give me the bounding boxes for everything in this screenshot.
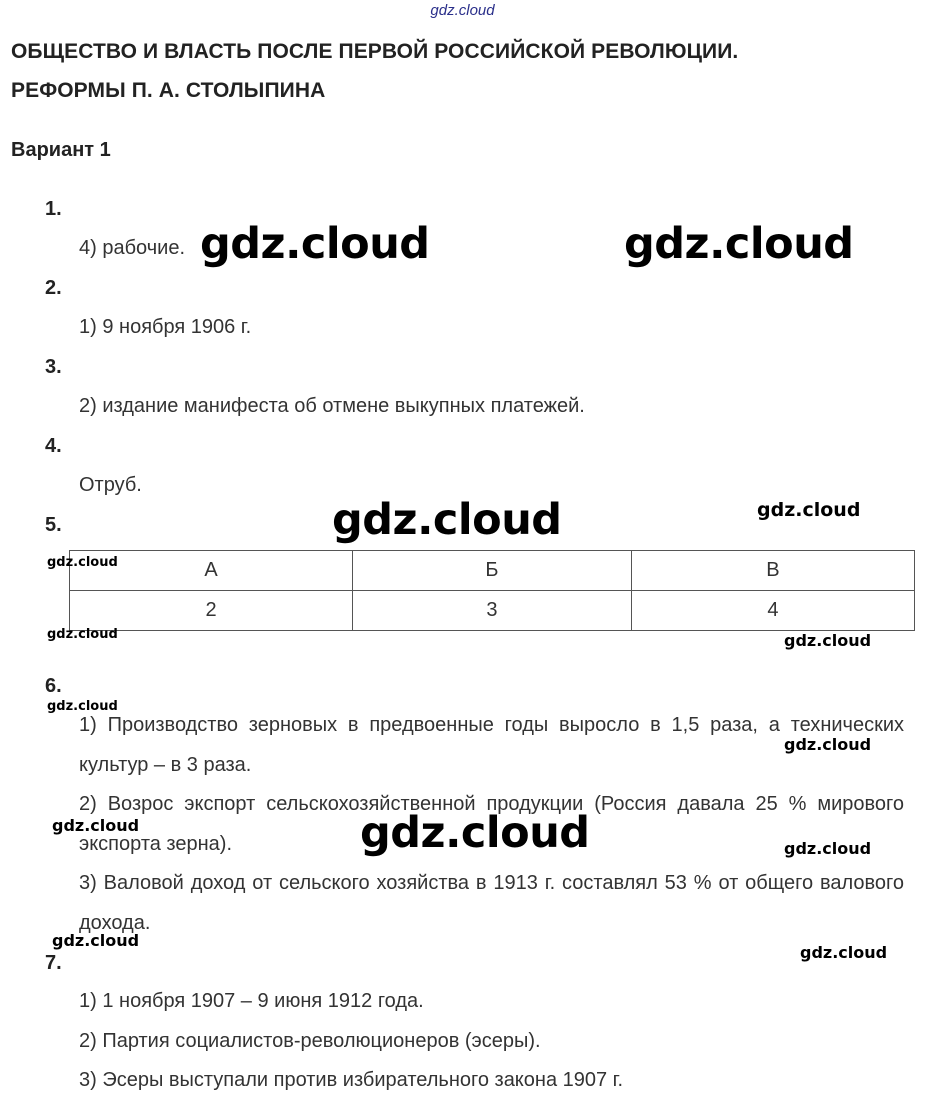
answer-6-item-2: 2) Возрос экспорт сельскохозяйственной продукции (Россия давала 25 % мирового экспорта зерна).	[79, 793, 904, 855]
answer-7-item-2: 2) Партия социалистов-революционеров (эсеры).	[79, 1030, 541, 1052]
question-number-7: 7.	[45, 952, 62, 974]
answer-7-item-1: 1) 1 ноября 1907 – 9 июня 1912 года.	[79, 990, 424, 1012]
table-header-cell: Б	[353, 551, 632, 591]
watermark-small: gdz.cloud	[47, 555, 118, 570]
watermark-small: gdz.cloud	[52, 931, 140, 950]
table-cell: 2	[70, 591, 353, 631]
watermark-small: gdz.cloud	[47, 699, 118, 714]
watermark-large: gdz.cloud	[360, 808, 590, 858]
watermark-large: gdz.cloud	[624, 219, 854, 269]
answer-4: Отруб.	[79, 474, 142, 496]
watermark-top: gdz.cloud	[430, 2, 495, 19]
watermark-large: gdz.cloud	[200, 219, 430, 269]
question-number-5: 5.	[45, 514, 62, 536]
question-number-1: 1.	[45, 198, 62, 220]
watermark-small: gdz.cloud	[52, 816, 140, 835]
watermark-small: gdz.cloud	[47, 627, 118, 642]
answer-6-item-1: 1) Производство зерновых в предвоенные годы выросло в 1,5 раза, а технических культур – в 3 раза.	[79, 714, 904, 776]
question-number-2: 2.	[45, 277, 62, 299]
answer-7-item-3: 3) Эсеры выступали против избирательного закона 1907 г.	[79, 1069, 624, 1091]
watermark-medium: gdz.cloud	[757, 499, 861, 521]
watermark-large: gdz.cloud	[332, 495, 562, 545]
variant-heading: Вариант 1	[11, 139, 111, 161]
question-number-6: 6.	[45, 675, 62, 697]
page-title-line1: ОБЩЕСТВО И ВЛАСТЬ ПОСЛЕ ПЕРВОЙ РОССИЙСКОЙ РЕВОЛЮЦИИ.	[11, 40, 739, 63]
answer-1: 4) рабочие.	[79, 237, 185, 259]
watermark-small: gdz.cloud	[784, 839, 872, 858]
answer-5-table	[69, 550, 915, 631]
watermark-small: gdz.cloud	[784, 631, 872, 650]
watermark-small: gdz.cloud	[800, 943, 888, 962]
table-header-cell: А	[70, 551, 353, 591]
table-header-cell: В	[631, 551, 914, 591]
table-row	[70, 591, 915, 631]
watermark-small: gdz.cloud	[784, 735, 872, 754]
question-number-4: 4.	[45, 435, 62, 457]
table-cell: 4	[631, 591, 914, 631]
table-header-row	[70, 551, 915, 591]
question-number-3: 3.	[45, 356, 62, 378]
answer-2: 1) 9 ноября 1906 г.	[79, 316, 252, 338]
table-cell: 3	[353, 591, 632, 631]
answer-6-item-3: 3) Валовой доход от сельского хозяйства в 1913 г. составлял 53 % от общего валового дохода.	[79, 872, 904, 934]
page-title-line2: РЕФОРМЫ П. А. СТОЛЫПИНА	[11, 79, 326, 102]
answer-3: 2) издание манифеста об отмене выкупных платежей.	[79, 395, 585, 417]
